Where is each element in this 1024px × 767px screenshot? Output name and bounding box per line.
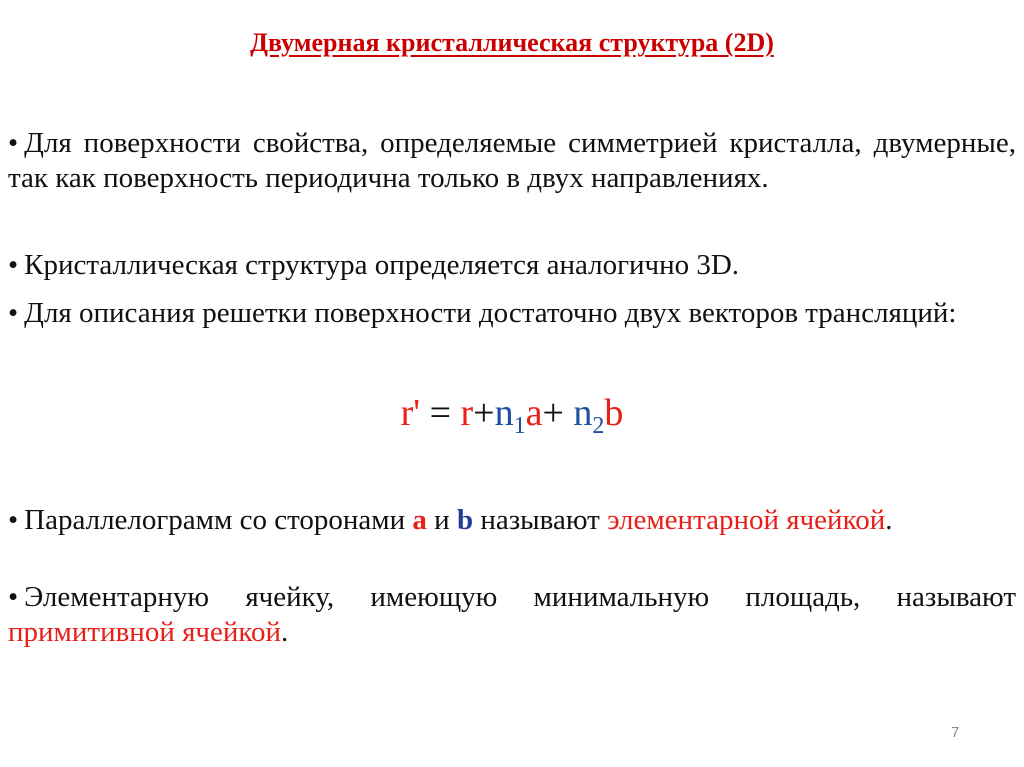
conjunction-text: и: [426, 504, 457, 536]
formula-plus-2: +: [542, 392, 574, 434]
bullet-paragraph-primitive-cell: [8, 580, 1016, 650]
vector-a-label: a: [412, 504, 427, 536]
vector-b-label: b: [456, 504, 474, 536]
bullet-paragraph-unit-cell: [8, 503, 1016, 538]
bullet-marker: •: [8, 504, 19, 536]
slide-title: Двумерная кристаллическая структура (2D): [250, 28, 774, 57]
bullet-marker: •: [8, 127, 19, 159]
formula-r: r: [460, 392, 474, 434]
formula-subscript-2: 2: [592, 413, 605, 439]
bullet-marker: •: [8, 249, 19, 281]
formula-n1: n: [494, 392, 514, 434]
bullet-paragraph-structure-3d: [8, 248, 1016, 283]
paragraph-text-end: .: [281, 616, 289, 648]
paragraph-text: Для описания решетки поверхности достаточно двух векторов трансляций:: [24, 297, 957, 329]
paragraph-text-end: .: [885, 504, 893, 536]
page-number: 7: [951, 724, 960, 741]
term-primitive-cell: примитивной ячейкой: [8, 616, 282, 648]
term-unit-cell: элементарной ячейкой: [607, 504, 886, 536]
bullet-paragraph-translation-vectors: [8, 296, 1016, 331]
paragraph-text: Для поверхности свойства, определяемые симметрией кристалла, двумерные, так как поверхность периодична только в двух направлениях.: [8, 127, 1016, 194]
bullet-marker: •: [8, 581, 19, 613]
paragraph-text-start: Элементарную ячейку, имеющую минимальную площадь, называют: [24, 581, 1016, 613]
formula-vector-a: a: [525, 392, 543, 434]
formula-lhs: r': [400, 392, 421, 434]
formula-n2: n: [573, 392, 593, 434]
translation-formula: [0, 388, 1024, 438]
formula-plus-1: +: [473, 392, 495, 434]
paragraph-text: Кристаллическая структура определяется аналогично 3D.: [24, 249, 740, 281]
formula-subscript-1: 1: [513, 413, 526, 439]
paragraph-text-start: Параллелограмм со сторонами: [24, 504, 413, 536]
bullet-marker: •: [8, 297, 19, 329]
formula-equals: =: [420, 392, 461, 434]
bullet-paragraph-surface-symmetry: [8, 126, 1016, 196]
formula-vector-b: b: [604, 392, 624, 434]
paragraph-text-mid: называют: [473, 504, 608, 536]
